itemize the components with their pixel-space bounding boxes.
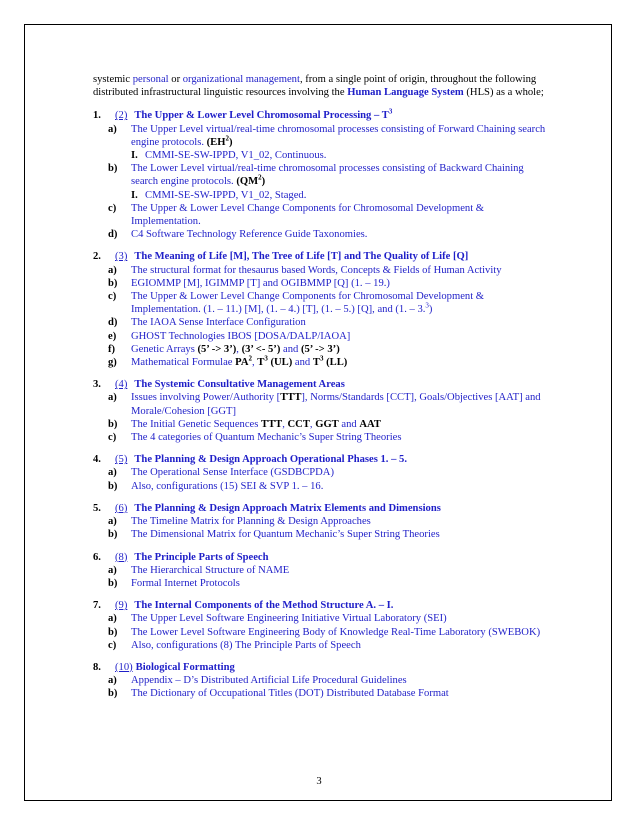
sub-item [131,149,553,162]
item-text: EGIOMMP [M], IGIMMP [T] and OGIBMMP [Q] (1. – 19.) [131,277,390,289]
section-number: 7. [93,600,101,612]
item-text: The Upper & Lower Level Change Components for Chromosomal Development & Implementation. (1. – 11.) [M], (1. – 4.) [T], (1. – 5.) [Q], and (1. – 3.$^3$) [131,291,485,316]
list-item [93,480,553,493]
item-text: GHOST Technologies IBOS [DOSA/DALP/IAOA] [131,330,351,342]
section-8 [93,661,553,701]
item-text: Mathematical Formulae $PA^2$, $T^3$ (UL) and $T^3$ (LL) [131,354,348,369]
item-text: C4 Software Technology Reference Guide Taxonomies. [131,229,368,241]
organizational-management-link[interactable]: organizational management [182,74,300,85]
item-letter: b) [108,529,118,541]
item-letter: b) [108,418,118,430]
section-ref-link[interactable]: (5) [115,454,128,466]
item-letter: c) [108,639,117,651]
list-item [93,687,553,700]
section-title: The Internal Components of the Method Structure A. – I. [134,600,394,612]
item-text: Appendix – D’s Distributed Artificial Life Procedural Guidelines [131,675,407,687]
item-text: The IAOA Sense Interface Configuration [131,317,306,329]
item-text: The Lower Level virtual/real-time chromosomal processes consisting of Backward Chaining search engine protocols. $(QM^2)$ [131,163,524,188]
item-text: The Operational Sense Interface (GSDBCPDA) [131,467,334,479]
section-heading [93,378,553,391]
section-6 [93,551,553,591]
item-text: The Hierarchical Structure of NAME [131,564,290,576]
item-text: Issues involving Power/Authority [TTT], Norms/Standards [CCT], Goals/Objectives [AAT] and Morale/Cohesion [GGT] [131,392,541,417]
list-item [93,123,553,149]
section-heading [93,551,553,564]
section-number: 5. [93,502,101,514]
intro-paragraph [93,73,553,99]
item-letter: d) [108,229,118,241]
item-letter: c) [108,432,117,444]
section-number: 8. [93,661,101,673]
item-text: The Lower Level Software Engineering Body of Knowledge Real-Time Laboratory (SWEBOK) [131,626,541,638]
item-letter: g) [108,357,117,369]
human-language-system-link[interactable]: Human Language System [347,87,464,99]
section-1 [93,109,553,241]
item-letter: a) [108,564,117,576]
list-item [93,528,553,541]
section-title: The Meaning of Life [M], The Tree of Life [T] and The Quality of Life [Q] [134,251,469,263]
item-letter: c) [108,291,117,303]
section-number: 6. [93,551,101,563]
section-2 [93,250,553,369]
section-number: 3. [93,379,101,391]
item-text: Also, configurations (15) SEI & SVP 1. – 16. [131,480,324,492]
item-text: The Initial Genetic Sequences TTT, CCT, GGT and AAT [131,418,381,430]
item-letter: f) [108,343,116,355]
list-item [93,577,553,590]
list-item [93,639,553,652]
section-title: The Planning & Design Approach Matrix Elements and Dimensions [134,502,441,514]
list-item [93,290,553,316]
item-letter: b) [108,277,118,289]
section-ref-link[interactable]: (3) [115,251,128,263]
section-title: The Upper & Lower Level Chromosomal Processing – $T^3$ [134,107,393,122]
item-letter: a) [108,613,117,625]
section-ref-link[interactable]: (2) [115,110,128,122]
list-item [93,356,553,369]
list-item [93,330,553,343]
item-letter: c) [108,202,117,214]
item-text: Formal Internet Protocols [131,577,240,589]
section-title: The Principle Parts of Speech [134,551,269,563]
sub-item-text: CMMI-SE-SW-IPPD, V1_02, Staged. [145,189,307,201]
list-item [93,674,553,687]
list-item [93,466,553,479]
item-letter: d) [108,317,118,329]
section-heading [93,250,553,263]
list-item [93,431,553,444]
section-number: 1. [93,110,101,122]
list-item [93,391,553,417]
section-ref-link[interactable]: (8) [115,551,128,563]
item-letter: b) [108,688,118,700]
list-item [93,264,553,277]
section-3 [93,378,553,444]
list-item [93,564,553,577]
sub-item-number: I. [131,189,138,201]
item-text: The Dictionary of Occupational Titles (DOT) Distributed Database Format [131,688,449,700]
item-letter: b) [108,480,118,492]
list-item [93,626,553,639]
item-text: The structural format for thesaurus based Words, Concepts & Fields of Human Activity [131,264,502,276]
sub-item [131,189,553,202]
list-item [93,515,553,528]
sub-item-number: I. [131,150,138,162]
list-item [93,277,553,290]
list-item [93,316,553,329]
section-ref-link[interactable]: (4) [115,379,128,391]
item-letter: a) [108,264,117,276]
item-text: The Upper Level Software Engineering Initiative Virtual Laboratory (SEI) [131,613,447,625]
item-letter: a) [108,392,117,404]
intro-text: or [168,74,183,85]
section-number: 2. [93,251,101,263]
section-4 [93,453,553,493]
document-body [93,73,553,710]
item-text: The 4 categories of Quantum Mechanic’s Super String Theories [131,432,402,444]
item-text: Genetic Arrays (5’ -> 3’), (3’ <- 5’) and (5’ -> 3’) [131,343,340,355]
item-letter: a) [108,123,117,135]
sub-item-text: CMMI-SE-SW-IPPD, V1_02, Continuous. [145,150,327,162]
personal-link[interactable]: personal [132,74,169,85]
item-letter: a) [108,467,117,479]
intro-text: systemic [93,74,133,85]
section-title: Biological Formatting [135,661,235,673]
item-text: The Upper & Lower Level Change Components for Chromosomal Development & Implementation. [131,202,485,228]
list-item [93,612,553,625]
intro-text: , from a single point of origin, throughout the following distributed infrastructural linguistic resources involving the [93,74,537,99]
item-text: The Timeline Matrix for Planning & Design Approaches [131,516,371,528]
item-letter: b) [108,626,118,638]
section-7 [93,599,553,652]
item-letter: a) [108,675,117,687]
item-letter: b) [108,163,118,175]
item-text: The Upper Level virtual/real-time chromosomal processes consisting of Forward Chaining search engine protocols. $(EH^2)$ [131,123,546,148]
section-heading [93,109,553,122]
section-5 [93,502,553,542]
intro-text: (HLS) as a whole; [463,87,544,99]
section-heading [93,661,553,674]
list-item [93,418,553,431]
section-ref-link[interactable]: (6) [115,502,128,514]
section-ref-link[interactable]: (10) [115,661,133,673]
section-heading [93,453,553,466]
section-title: The Planning & Design Approach Operational Phases 1. – 5. [134,454,407,466]
list-item [93,228,553,241]
item-letter: b) [108,577,118,589]
item-text: The Dimensional Matrix for Quantum Mechanic’s Super String Theories [131,529,440,541]
item-letter: a) [108,516,117,528]
item-text: Also, configurations (8) The Principle Parts of Speech [131,639,361,651]
page-number: 3 [316,776,322,787]
list-item [93,202,553,228]
section-number: 4. [93,454,101,466]
section-heading [93,599,553,612]
list-item [93,162,553,188]
section-title: The Systemic Consultative Management Areas [134,379,345,391]
item-letter: e) [108,330,117,342]
section-heading [93,502,553,515]
section-ref-link[interactable]: (9) [115,600,128,612]
